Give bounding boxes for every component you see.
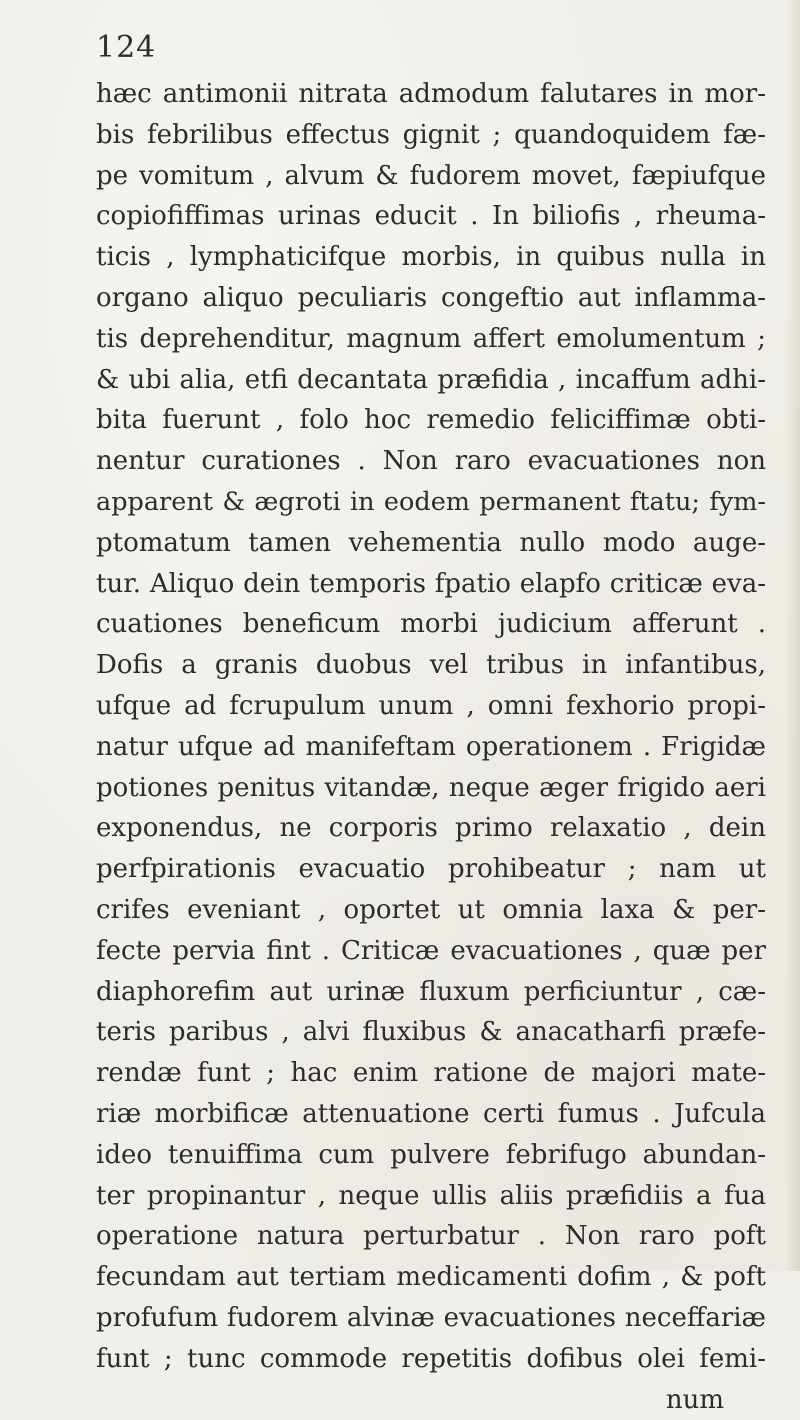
text-line: operatione natura perturbatur . Non raro poft (96, 1216, 766, 1257)
text-line: potiones penitus vitandæ, neque æger frigido aeri (96, 768, 766, 809)
text-line: teris paribus , alvi fluxibus & anacatharfi præfe- (96, 1012, 766, 1053)
text-line: tis deprehenditur, magnum affert emolumentum ; (96, 319, 766, 360)
text-line: fecundam aut tertiam medicamenti dofim , & poft (96, 1257, 766, 1298)
body-text (96, 74, 766, 1420)
text-line: fecte pervia fint . Criticæ evacuationes , quæ per (96, 931, 766, 972)
text-line: hæc antimonii nitrata admodum falutares in mor- (96, 74, 766, 115)
text-line: ticis , lymphaticifque morbis, in quibus nulla in (96, 237, 766, 278)
text-line: ptomatum tamen vehementia nullo modo auge- (96, 523, 766, 564)
page-edge-shadow (786, 0, 800, 1271)
text-line: organo aliquo peculiaris congeftio aut inflamma- (96, 278, 766, 319)
text-line: rendæ funt ; hac enim ratione de majori mate- (96, 1053, 766, 1094)
page-number: 124 (96, 30, 156, 65)
text-line: bita fuerunt , folo hoc remedio feliciffimæ obti- (96, 400, 766, 441)
text-line: nentur curationes . Non raro evacuationes non (96, 441, 766, 482)
text-line: tur. Aliquo dein temporis fpatio elapfo criticæ eva- (96, 564, 766, 605)
text-line: riæ morbificæ attenuatione certi fumus . Jufcula (96, 1094, 766, 1135)
text-line: ufque ad fcrupulum unum , omni fexhorio propi- (96, 686, 766, 727)
text-line: cuationes beneficum morbi judicium afferunt . (96, 604, 766, 645)
text-line: ter propinantur , neque ullis aliis præfidiis a fua (96, 1176, 766, 1217)
text-line: bis febrilibus effectus gignit ; quandoquidem fæ- (96, 115, 766, 156)
text-line: copiofiffimas urinas educit . In biliofis , rheuma- (96, 196, 766, 237)
text-line: natur ufque ad manifeftam operationem . Frigidæ (96, 727, 766, 768)
text-line: perfpirationis evacuatio prohibeatur ; nam ut (96, 849, 766, 890)
text-line: exponendus, ne corporis primo relaxatio , dein (96, 808, 766, 849)
text-line: diaphorefim aut urinæ fluxum perficiuntur , cæ- (96, 972, 766, 1013)
text-line: crifes eveniant , oportet ut omnia laxa & per- (96, 890, 766, 931)
text-line: & ubi alia, etfi decantata præfidia , incaffum adhi- (96, 360, 766, 401)
text-line: pe vomitum , alvum & fudorem movet, fæpiufque (96, 156, 766, 197)
text-line: profufum fudorem alvinæ evacuationes neceffariæ (96, 1298, 766, 1339)
text-line: ideo tenuiffima cum pulvere febrifugo abundan- (96, 1135, 766, 1176)
text-line: funt ; tunc commode repetitis dofibus olei femi- (96, 1339, 766, 1380)
catchword: num (96, 1380, 766, 1420)
text-line: Dofis a granis duobus vel tribus in infantibus, (96, 645, 766, 686)
text-line: apparent & ægroti in eodem permanent ftatu; fym- (96, 482, 766, 523)
